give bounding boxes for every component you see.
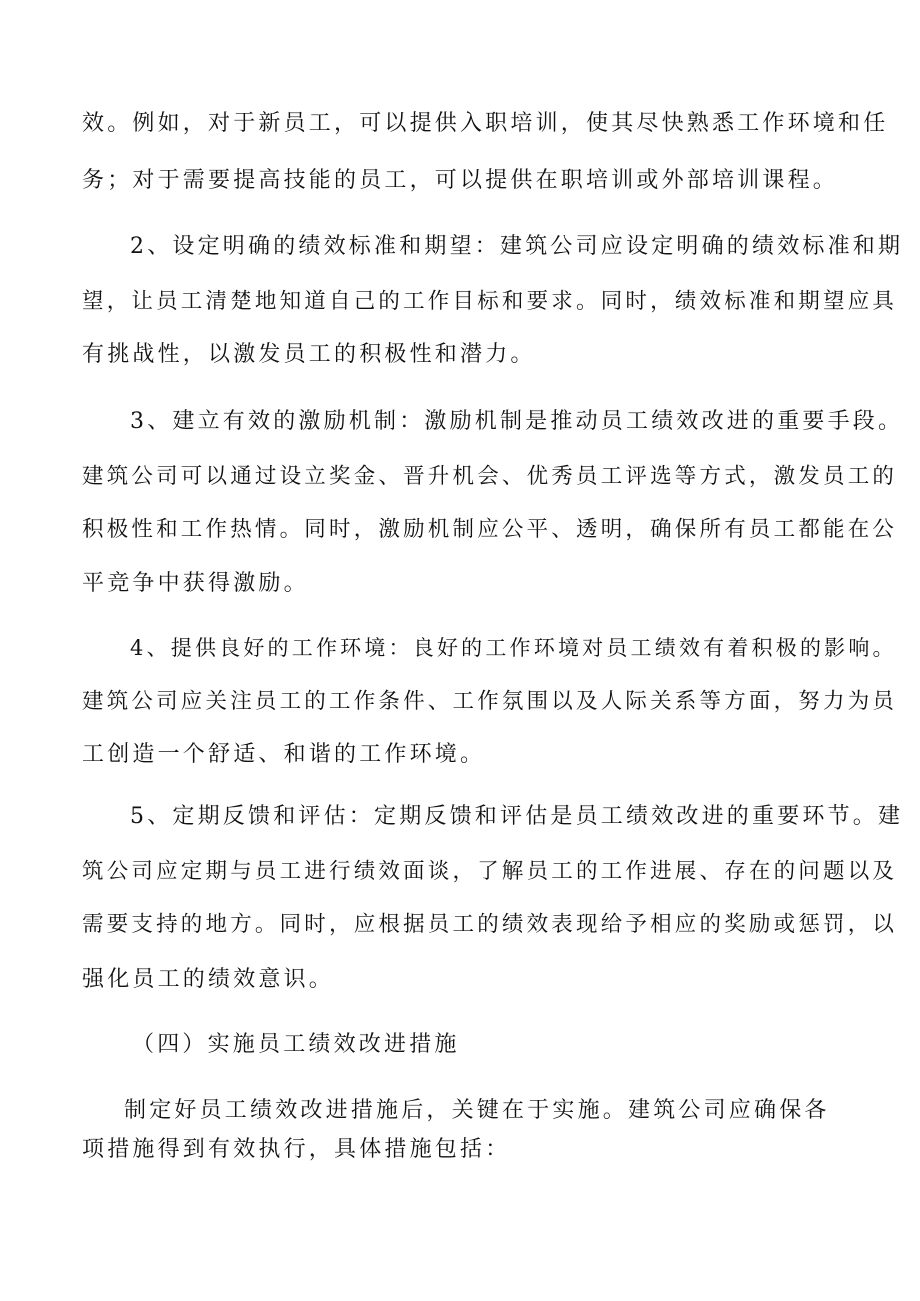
- paragraph-4-line-3: 工创造一个舒适、和谐的工作环境。: [82, 742, 486, 767]
- paragraph-3-line-1: 3、建立有效的激励机制：激励机制是推动员工绩效改进的重要手段。: [130, 409, 904, 434]
- paragraph-6-line-1: 制定好员工绩效改进措施后，关键在于实施。建筑公司应确保各: [124, 1098, 830, 1123]
- paragraph-6-line-2: 项措施得到有效执行，具体措施包括：: [82, 1137, 511, 1162]
- paragraph-5-line-1: 5、定期反馈和评估：定期反馈和评估是员工绩效改进的重要环节。建: [130, 804, 904, 829]
- paragraph-3-line-3: 积极性和工作热情。同时，激励机制应公平、透明，确保所有员工都能在公: [82, 517, 898, 542]
- section-heading: （四）实施员工绩效改进措施: [132, 1032, 460, 1057]
- paragraph-2-line-1: 2、设定明确的绩效标准和期望：建筑公司应设定明确的绩效标准和期: [130, 234, 904, 259]
- paragraph-2-line-3: 有挑战性，以激发员工的积极性和潜力。: [82, 342, 536, 367]
- paragraph-5-line-3: 需要支持的地方。同时，应根据员工的绩效表现给予相应的奖励或惩罚，以: [82, 912, 898, 937]
- paragraph-5-line-2: 筑公司应定期与员工进行绩效面谈，了解员工的工作进展、存在的问题以及: [82, 859, 898, 884]
- paragraph-3-line-2: 建筑公司可以通过设立奖金、晋升机会、优秀员工评选等方式，激发员工的: [82, 464, 898, 489]
- paragraph-1-line-1: 效。例如，对于新员工，可以提供入职培训，使其尽快熟悉工作环境和任: [82, 111, 889, 136]
- paragraph-4-line-1: 4、提供良好的工作环境：良好的工作环境对员工绩效有着积极的影响。: [130, 636, 897, 660]
- paragraph-3-line-4: 平竞争中获得激励。: [82, 571, 309, 596]
- paragraph-5-line-4: 强化员工的绩效意识。: [82, 967, 335, 992]
- paragraph-1-line-2: 务；对于需要提高技能的员工，可以提供在职培训或外部培训课程。: [82, 168, 839, 193]
- paragraph-4-line-2: 建筑公司应关注员工的工作条件、工作氛围以及人际关系等方面，努力为员: [82, 689, 898, 714]
- paragraph-2-line-2: 望，让员工清楚地知道自己的工作目标和要求。同时，绩效标准和期望应具: [82, 289, 898, 314]
